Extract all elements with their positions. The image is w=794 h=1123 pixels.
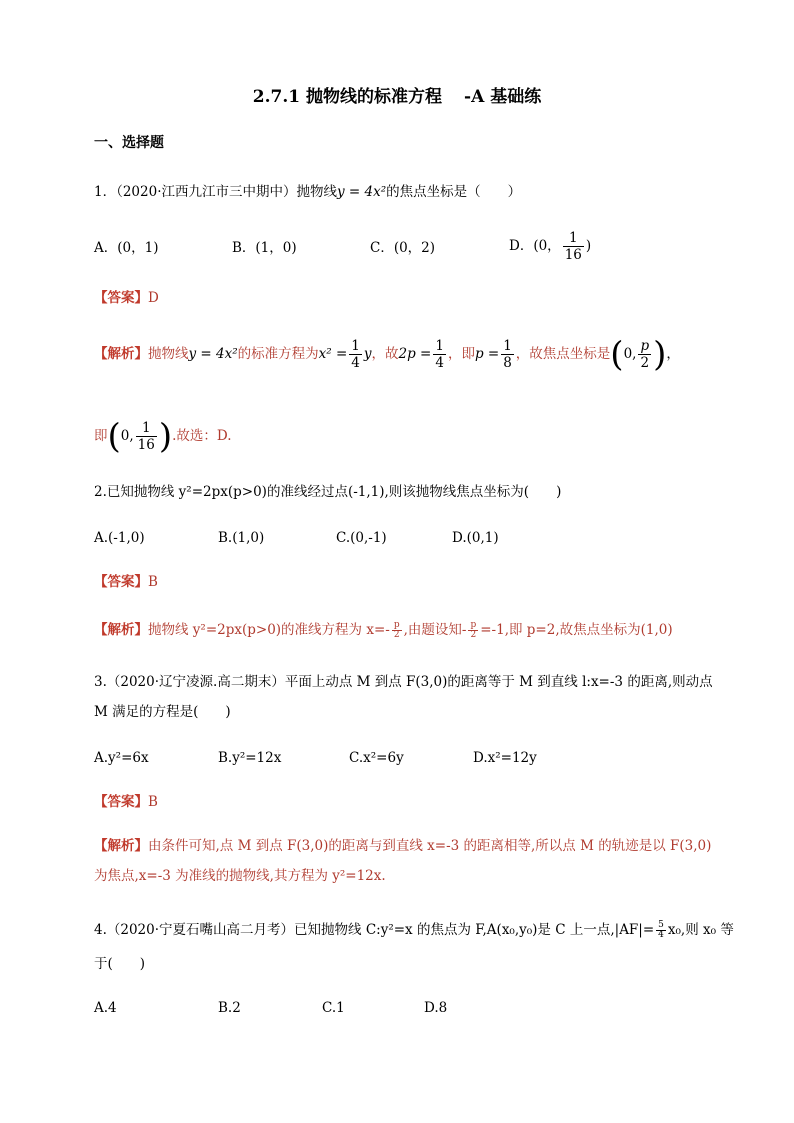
q1-option-b: B．(1，0) — [232, 240, 297, 256]
section-heading: 一、选择题 — [94, 135, 164, 151]
q3-stem-line1: 3.（2020·辽宁凌源.高二期末）平面上动点 M 到点 F(3,0)的距离等于 M 到直线 l:x=-3 的距离,则动点 — [94, 674, 713, 690]
q4-option-b: B.2 — [218, 1000, 241, 1016]
q4-stem-line2: 于( ) — [94, 956, 146, 972]
q1-analysis-line2: 即(0, $\frac{1}{16}$ ).故选：D. — [94, 416, 232, 457]
page-title — [0, 82, 794, 107]
q2-option-d: D.(0,1) — [452, 530, 499, 546]
q2-answer: 【答案】B — [94, 574, 158, 590]
q1-option-d-fraction: $\frac{1}{16}$ — [564, 230, 582, 263]
q3-analysis-line1: 【解析】由条件可知,点 M 到点 F(3,0)的距离与到直线 x=-3 的距离相等,所以点 M 的轨迹是以 F(3,0) — [94, 838, 712, 854]
q2-option-b: B.(1,0) — [218, 530, 265, 546]
q3-analysis-line2: 为焦点,x=-3 为准线的抛物线,其方程为 y²=12x. — [94, 868, 386, 884]
q2-analysis: 【解析】抛物线 y²=2px(p>0)的准线方程为 x=- $\frac{p}{2}$ ,由题设知- $\frac{p}{2}$ =-1,即 p=2,故焦点坐标为(1,0) — [94, 620, 673, 640]
q1-answer: 【答案】D — [94, 290, 159, 306]
q1-option-d: D．(0， $\frac{1}{16}$ ) — [509, 230, 592, 263]
q4-option-c: C.1 — [322, 1000, 345, 1016]
q1-option-a: A．(0，1) — [94, 240, 159, 256]
q3-stem-line2: M 满足的方程是( ) — [94, 704, 231, 720]
title-main: 2.7.1 抛物线的标准方程 — [252, 87, 443, 107]
q4-option-a: A.4 — [94, 1000, 117, 1016]
q2-option-c: C.(0,-1) — [336, 530, 387, 546]
title-suffix: -A 基础练 — [464, 87, 542, 107]
q3-option-c: C.x²=6y — [349, 750, 404, 766]
q2-option-a: A.(-1,0) — [94, 530, 145, 546]
q4-stem-line1: 4.（2020·宁夏石嘴山高二月考）已知抛物线 C:y²=x 的焦点为 F,A(x₀,y₀)是 C 上一点,|AF|= $\frac{5}{4}$ x₀,则 x₀ 等 — [94, 920, 734, 940]
q1-stem: 1．（2020·江西九江市三中期中）抛物线y = 4x²的焦点坐标是（ ） — [94, 184, 522, 200]
q1-option-c: C．(0，2) — [370, 240, 436, 256]
q3-option-b: B.y²=12x — [218, 750, 282, 766]
q4-option-d: D.8 — [424, 1000, 448, 1016]
q3-option-a: A.y²=6x — [94, 750, 149, 766]
q3-answer: 【答案】B — [94, 794, 158, 810]
q3-option-d: D.x²=12y — [473, 750, 537, 766]
q2-stem: 2.已知抛物线 y²=2px(p>0)的准线经过点(-1,1),则该抛物线焦点坐标为( ) — [94, 484, 562, 500]
q1-analysis-line1: 【解析】抛物线y = 4x²的标准方程为x² = $\frac{1}{4}$ y，故2p = $\frac{1}{4}$ ，即p = $\frac{1}{8}$ ，故焦点坐标是(0, $\frac{p}{2}$ )， — [94, 334, 680, 375]
